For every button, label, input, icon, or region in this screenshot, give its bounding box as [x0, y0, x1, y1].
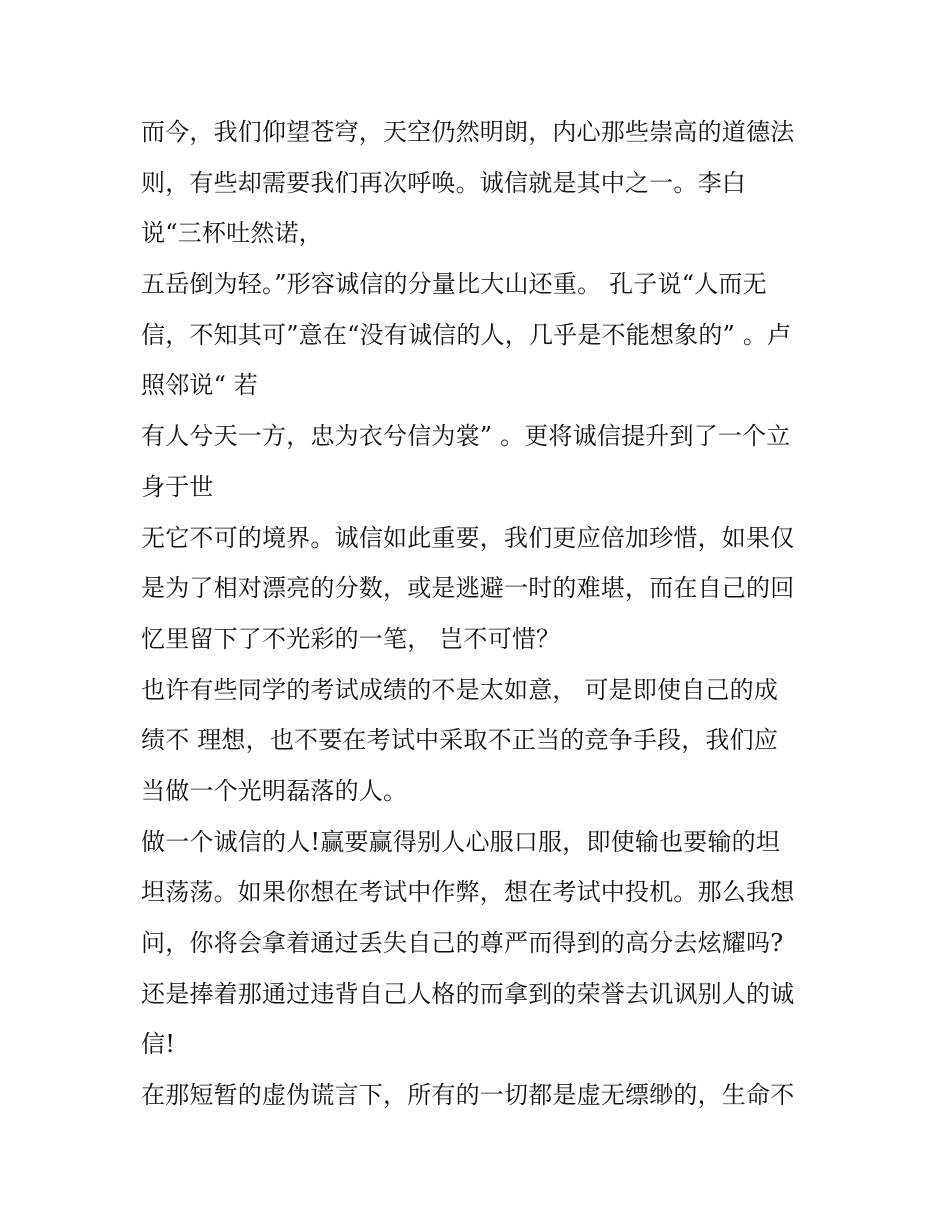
text-line: 无它不可的境界。诚信如此重要，我们更应倍加珍惜，如果仅 [141, 523, 795, 552]
text-line: 也许有些同学的考试成绩的不是太如意， 可是即使自己的成 [141, 675, 779, 704]
text-line: 五岳倒为轻。”形容诚信的分量比大山还重。 孔子说“人而无 [141, 270, 767, 299]
text-line: 还是捧着那通过违背自己人格的而拿到的荣誉去讥讽别人的诚 [141, 979, 795, 1008]
text-line: 是为了相对漂亮的分数，或是逃避一时的难堪，而在自己的回 [141, 574, 795, 603]
text-line: 当做一个光明磊落的人。 [141, 776, 408, 805]
essay-body [141, 107, 831, 1121]
text-line: 坦荡荡。如果你想在考试中作弊，想在考试中投机。那么我想 [141, 878, 795, 907]
text-line: 绩不 理想，也不要在考试中采取不正当的竞争手段，我们应 [141, 726, 779, 755]
text-line: 身于世 [141, 472, 214, 501]
text-line: 而今，我们仰望苍穹，天空仍然明朗，内心那些崇高的道德法 [141, 118, 795, 146]
text-line: 则，有些却需要我们再次呼唤。诚信就是其中之一。李白 [141, 168, 746, 197]
text-line: 有人兮天一方，忠为衣兮信为裳” 。更将诚信提升到了一个立 [141, 422, 791, 451]
text-line: 说“三杯吐然诺， [141, 219, 323, 248]
text-line: 问，你将会拿着通过丢失自己的尊严而得到的高分去炫耀吗? [141, 929, 784, 957]
text-line: 信! [141, 1030, 176, 1059]
text-line: 做一个诚信的人!赢要赢得别人心服口服，即使输也要输的坦 [141, 827, 781, 856]
text-line: 照邻说“ 若 [141, 371, 259, 400]
text-line: 在那短暂的虚伪谎言下，所有的一切都是虚无缥缈的，生命不 [141, 1081, 795, 1110]
text-line: 忆里留下了不光彩的一笔， 岂不可惜？ [141, 624, 561, 653]
text-line: 信，不知其可”意在“没有诚信的人，几乎是不能想象的” 。卢 [141, 320, 792, 349]
